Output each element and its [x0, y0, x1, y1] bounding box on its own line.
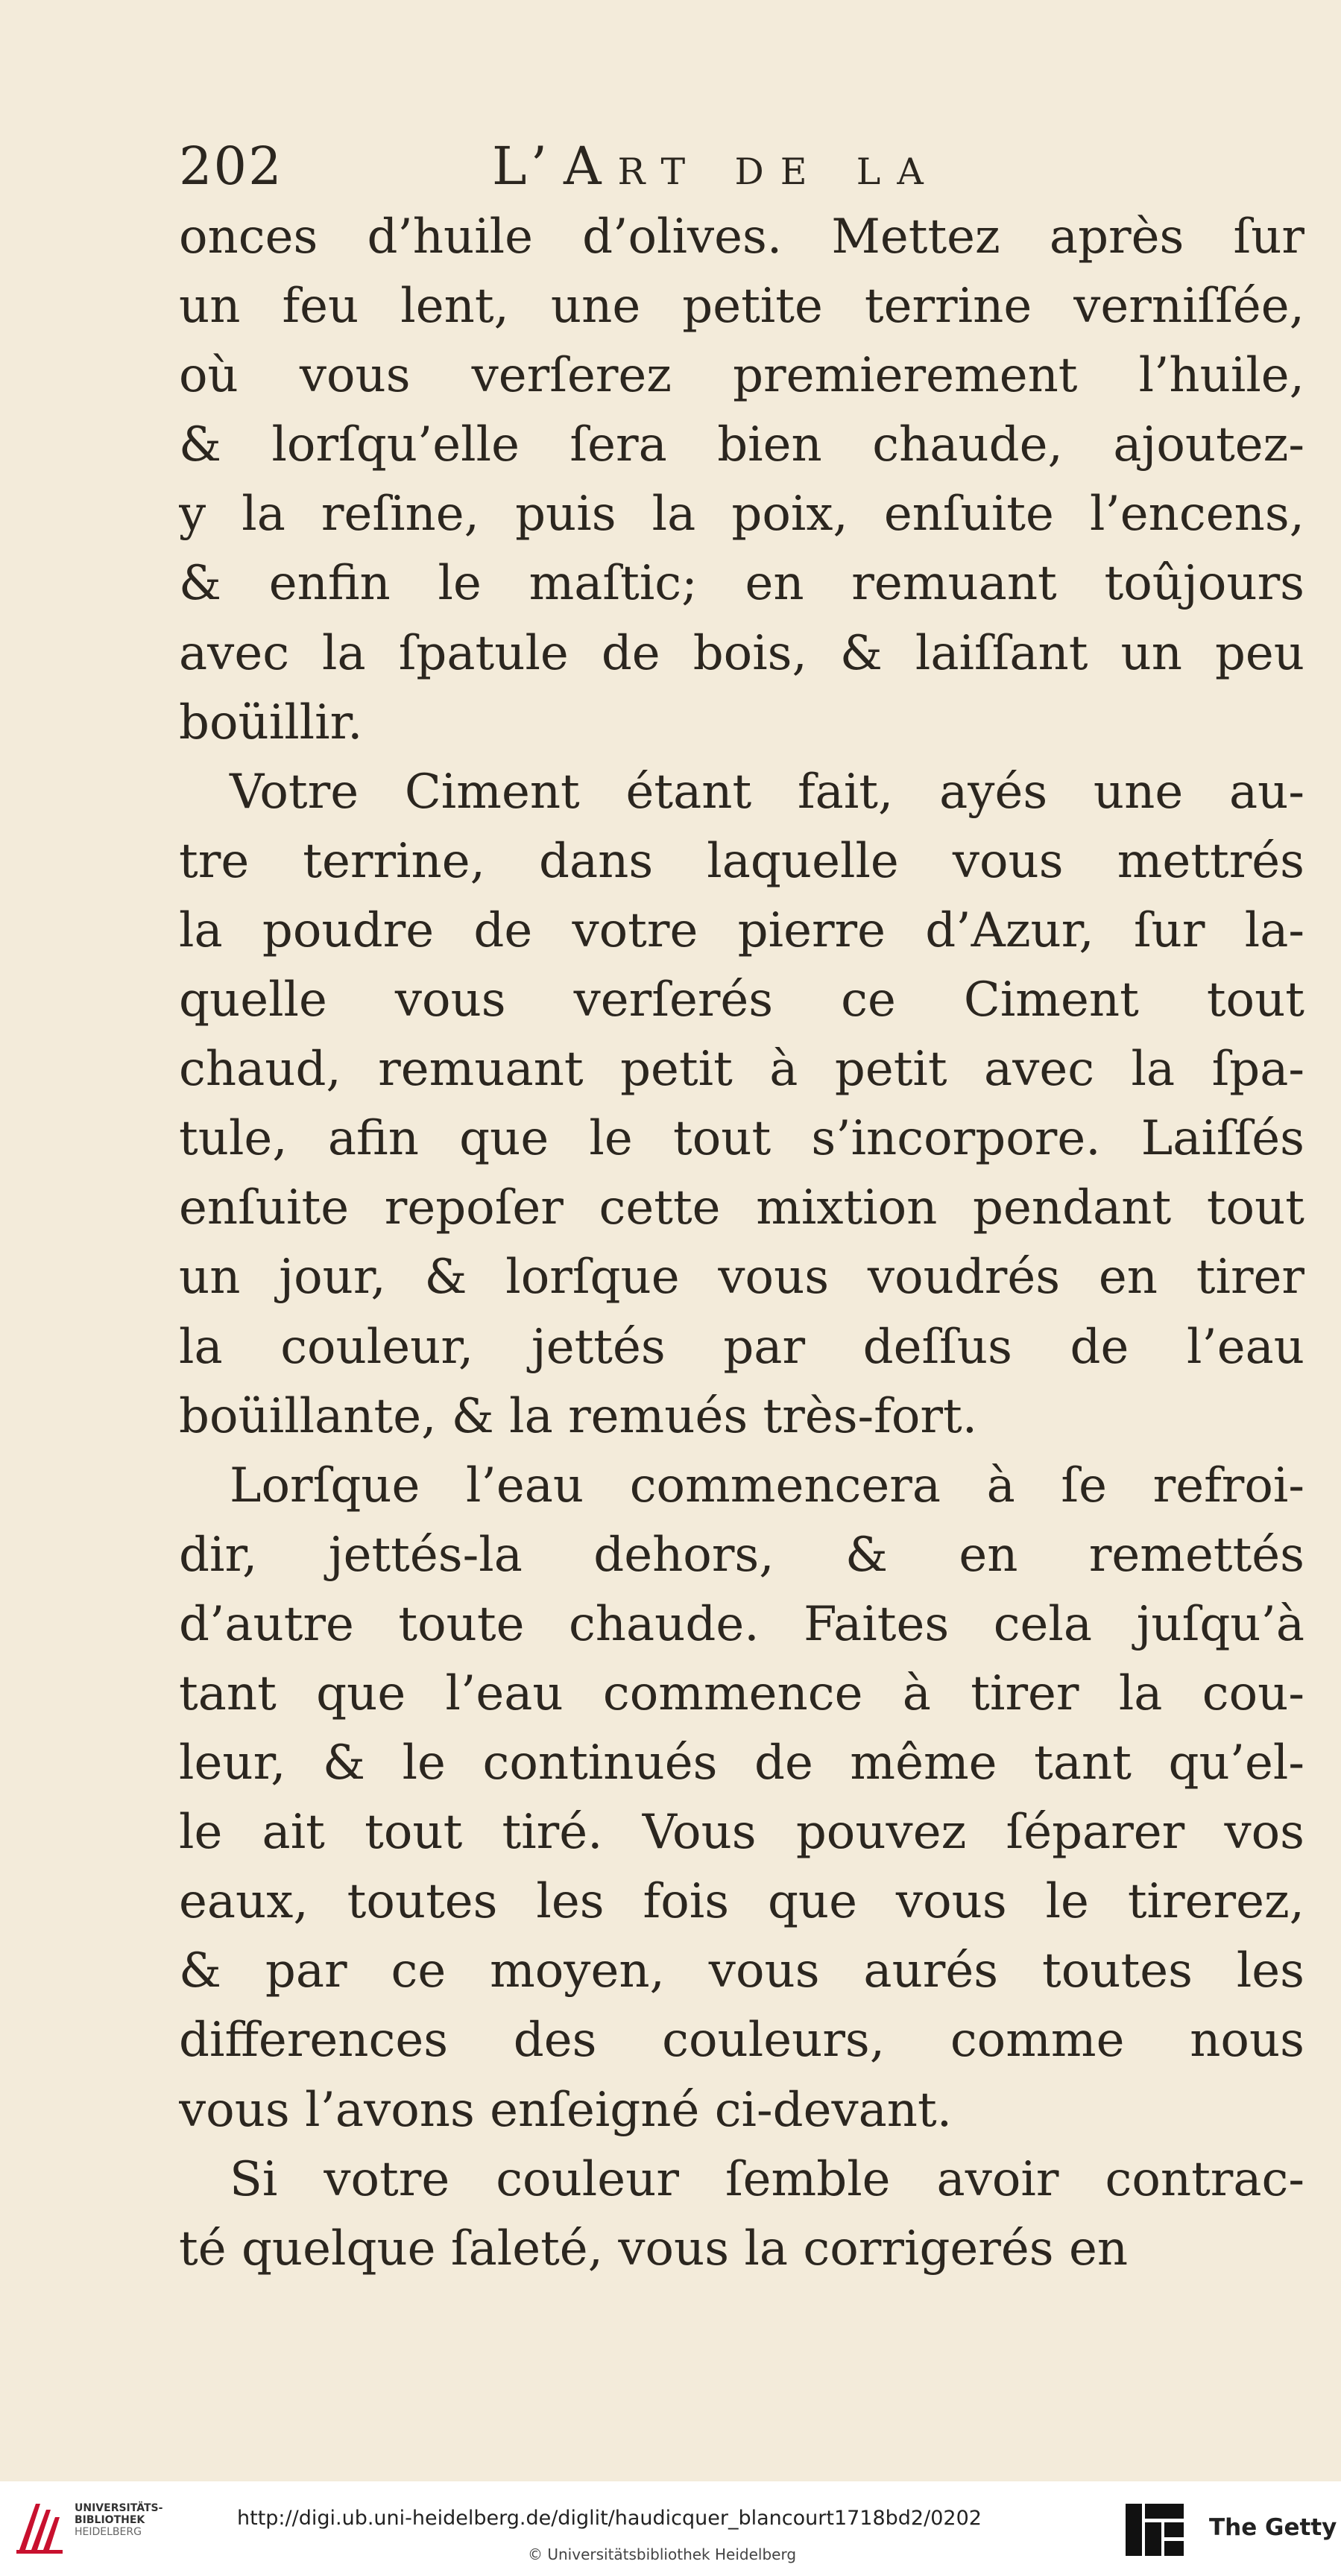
page-number: 202: [179, 136, 283, 197]
getty-logo-icon: [1126, 2504, 1184, 2556]
body-text: [179, 203, 1304, 2284]
university-library-logo-icon: [13, 2498, 66, 2556]
text-line: Lorſque l’eau commencera à ſe refroi-: [230, 1458, 1304, 1513]
text-line: dir, jettés-la dehors, & en remettés: [179, 1527, 1304, 1583]
text-line: Votre Ciment étant fait, ayés une au-: [230, 764, 1304, 820]
page-header: [179, 136, 1148, 195]
text-line: & enfin le maſtic; en remuant toûjours: [179, 556, 1304, 612]
text-line: d’autre toute chaude. Faites cela juſqu’à: [179, 1596, 1304, 1652]
copyright-notice: © Universitätsbibliothek Heidelberg: [528, 2545, 797, 2563]
text-line: tule, afin que le tout s’incorpore. Laiſſés: [179, 1111, 1304, 1167]
text-line: differences des couleurs, comme nous: [179, 2013, 1304, 2069]
text-line: & par ce moyen, vous aurés toutes les: [179, 1943, 1304, 1999]
text-line: tre terrine, dans laquelle vous mettrés: [179, 833, 1304, 889]
text-line: avec la ſpatule de bois, & laiſſant un peu: [179, 625, 1304, 681]
text-line: boüillante, & la remués très-fort.: [179, 1388, 978, 1444]
text-line: le ait tout tiré. Vous pouvez ſéparer vos: [179, 1805, 1304, 1861]
library-name: [75, 2502, 186, 2538]
text-line: quelle vous verſerés ce Ciment tout: [179, 972, 1304, 1028]
text-line: où vous verſerez premierement l’huile,: [179, 348, 1304, 404]
text-line: onces d’huile d’olives. Mettez après ſur: [179, 209, 1304, 265]
text-line: la couleur, jettés par deſſus de l’eau: [179, 1319, 1304, 1375]
text-line: Si votre couleur ſemble avoir contrac-: [230, 2151, 1304, 2207]
text-line: y la reſine, puis la poix, enſuite l’encens,: [179, 487, 1304, 542]
text-line: & lorſqu’elle ſera bien chaude, ajoutez-: [179, 417, 1304, 473]
text-line: boüillir.: [179, 694, 363, 750]
partner-name: The Getty: [1209, 2514, 1337, 2541]
text-line: un jour, & lorſque vous voudrés en tirer: [179, 1250, 1304, 1306]
permalink-url[interactable]: http://digi.ub.uni-heidelberg.de/diglit/haudicquer_blancourt1718bd2/0202: [237, 2507, 982, 2530]
text-line: leur, & le continués de même tant qu’el-: [179, 1735, 1304, 1791]
running-title: L’Art de la: [492, 136, 940, 197]
text-line: un feu lent, une petite terrine verniſſée,: [179, 279, 1304, 335]
text-line: chaud, remuant petit à petit avec la ſpa-: [179, 1042, 1304, 1098]
text-line: tant que l’eau commence à tirer la cou-: [179, 1665, 1304, 1721]
text-line: eaux, toutes les fois que vous le tirerez,: [179, 1874, 1304, 1930]
text-line: té quelque ſaleté, vous la corrigerés en: [179, 2221, 1129, 2276]
text-line: vous l’avons enſeigné ci-devant.: [179, 2082, 953, 2138]
library-name-line: UNIVERSITÄTS-: [75, 2502, 163, 2514]
digitization-footer: [0, 2481, 1341, 2576]
text-line: enſuite repoſer cette mixtion pendant tout: [179, 1180, 1304, 1236]
library-city: HEIDELBERG: [75, 2526, 142, 2538]
text-line: la poudre de votre pierre d’Azur, ſur la-: [179, 902, 1304, 958]
library-name-line: BIBLIOTHEK: [75, 2514, 145, 2526]
